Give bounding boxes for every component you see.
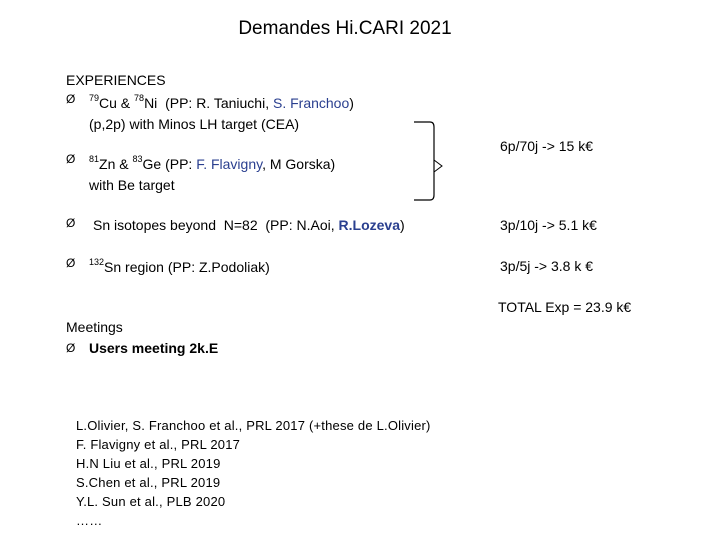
reference-line: L.Olivier, S. Franchoo et al., PRL 2017 (+these de L.Olivier) (76, 418, 431, 433)
cost-item-4: 3p/5j -> 3.8 k € (500, 258, 594, 274)
isotope-element: Zn (99, 156, 116, 172)
isotope-element: Ge (142, 156, 162, 172)
pp-text: , M Gorska) (262, 156, 336, 172)
bullet-arrow-icon: Ø (66, 216, 76, 230)
isotope-mass: 78 (134, 93, 145, 104)
isotope-element: Sn (104, 259, 122, 275)
ampersand: & (115, 156, 133, 172)
reference-line: S.Chen et al., PRL 2019 (76, 475, 221, 490)
reference-line: F. Flavigny et al., PRL 2017 (76, 437, 241, 452)
experience-item-2-detail: with Be target (89, 177, 175, 193)
slide-title: Demandes Hi.CARI 2021 (238, 18, 452, 39)
pp-text: (PP: (161, 156, 197, 172)
isotope-mass: 83 (132, 154, 143, 165)
bullet-arrow-icon: Ø (66, 152, 76, 166)
pp-highlight-name: S. Franchoo (272, 95, 350, 111)
isotope-mass: 81 (89, 154, 100, 165)
isotope-mass: 79 (89, 93, 100, 104)
pp-text: ) (400, 217, 405, 233)
pp-text: region (PP: Z.Podoliak) (121, 259, 270, 275)
reference-line: …… (76, 513, 103, 528)
total-cost: TOTAL Exp = 23.9 k€ (498, 299, 632, 315)
cost-item-3: 3p/10j -> 5.1 k€ (500, 217, 597, 233)
bullet-arrow-icon: Ø (66, 92, 76, 106)
experience-item-1-detail: (p,2p) with Minos LH target (CEA) (89, 116, 300, 132)
bullet-arrow-icon: Ø (66, 341, 76, 355)
reference-line: Y.L. Sun et al., PLB 2020 (76, 494, 226, 509)
isotope-element: Cu (99, 95, 117, 111)
pp-highlight-name: F. Flavigny (196, 156, 263, 172)
bullet-arrow-icon: Ø (66, 256, 76, 270)
isotope-mass: 132 (89, 257, 105, 268)
meetings-item: Users meeting 2k.E (89, 340, 219, 356)
meetings-heading: Meetings (66, 319, 123, 335)
pp-text: (PP: R. Taniuchi, (157, 95, 273, 111)
pp-text: Sn isotopes beyond N=82 (PP: N.Aoi, (93, 217, 339, 233)
isotope-element: Ni (144, 95, 158, 111)
cost-items-1-2: 6p/70j -> 15 k€ (500, 138, 594, 154)
reference-line: H.N Liu et al., PRL 2019 (76, 456, 221, 471)
ampersand: & (116, 95, 135, 111)
pp-text: ) (349, 95, 354, 111)
pp-highlight-name: R.Lozeva (338, 217, 400, 233)
experiences-heading: EXPERIENCES (66, 72, 166, 88)
